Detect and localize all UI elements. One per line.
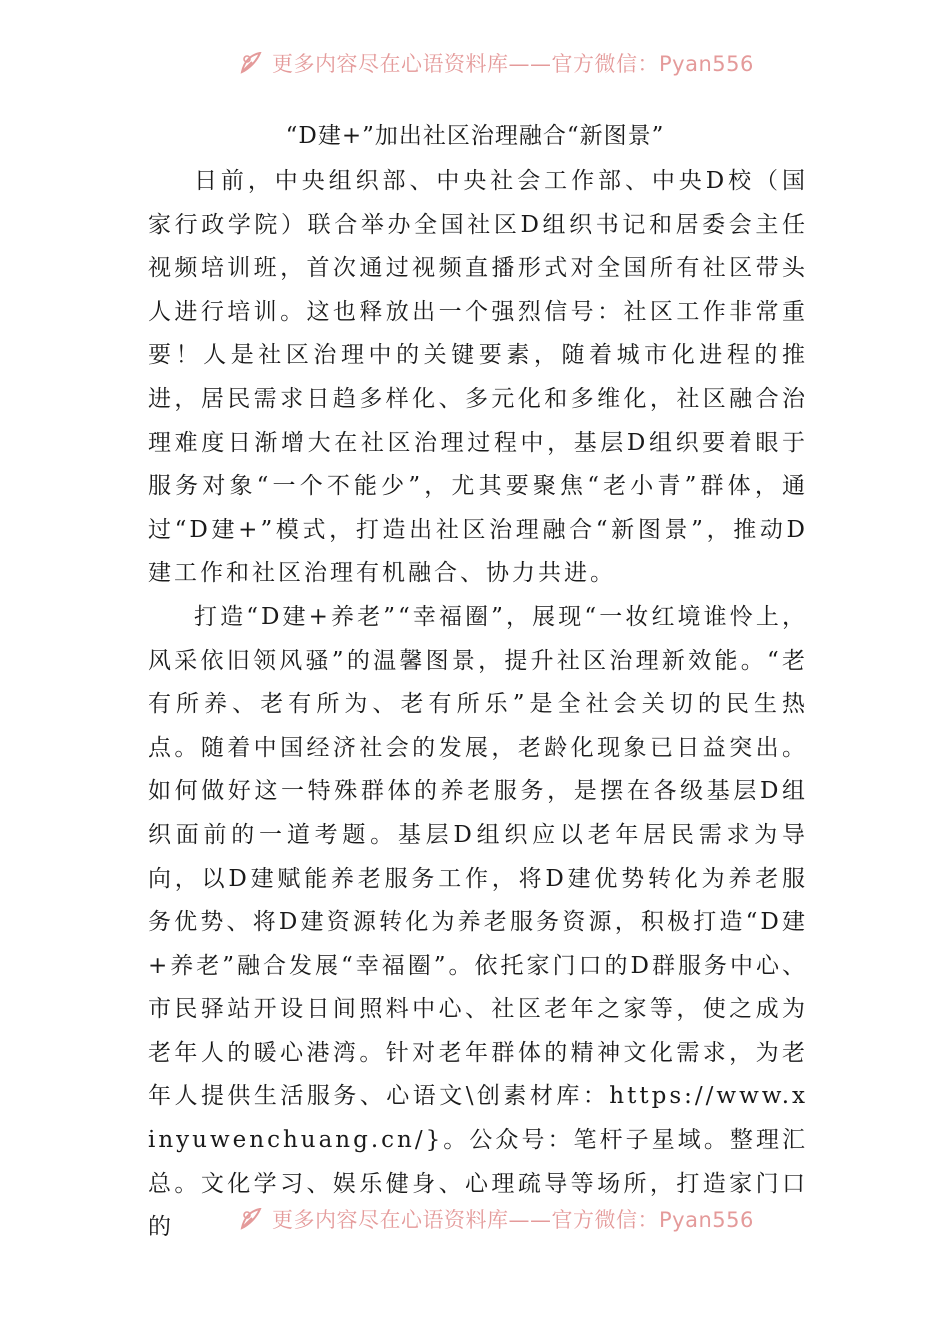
watermark-text: 更多内容尽在心语资料库——官方微信：Pyan556 — [272, 1208, 754, 1232]
feather-logo-icon — [238, 52, 264, 76]
watermark-footer — [0, 1208, 950, 1238]
feather-logo-icon — [238, 1208, 264, 1232]
watermark-header — [0, 52, 950, 82]
article-title: “D建+”加出社区治理融合“新图景” — [285, 123, 665, 149]
article-body — [148, 160, 808, 1250]
article-paragraph-1: 日前，中央组织部、中央社会工作部、中央D校（国家行政学院）联合举办全国社区D组织书记和居委会主任视频培训班，首次通过视频直播形式对全国所有社区带头人进行培训。这也释放出一个强烈信号：社区工作非常重要！人是社区治理中的关键要素，随着城市化进程的推进，居民需求日趋多样化、多元化和多维化，社区融合治理难度日渐增大在社区治理过程中，基层D组织要着眼于服务对象“一个不能少”，尤其要聚焦“老小青”群体，通过“D建+”模式，打造出社区治理融合“新图景”，推动D建工作和社区治理有机融合、协力共进。 — [148, 168, 808, 587]
article-paragraph-2: 打造“D建+养老”“幸福圈”，展现“一妆红境谁怜上，风采依旧领风骚”的温馨图景，提升社区治理新效能。“老有所养、老有所为、老有所乐”是全社会关切的民生热点。随着中国经济社会的发展，老龄化现象已日益突出。如何做好这一特殊群体的养老服务，是摆在各级基层D组织面前的一道考题。基层D组织应以老年居民需求为导向，以D建赋能养老服务工作，将D建优势转化为养老服务优势、将D建资源转化为养老服务资源，积极打造“D建+养老”融合发展“幸福圈”。依托家门口的D群服务中心、市民驿站开设日间照料中心、社区老年之家等，使之成为老年人的暖心港湾。针对老年群体的精神文化需求，为老年人提供生活服务、心语文\创素材库：https://www.xinyuwenchuang.cn/}。公众号：笔杆子星域。整理汇总。文化学习、娱乐健身、心理疏导等场所，打造家门口的 — [148, 603, 808, 1241]
watermark-text: 更多内容尽在心语资料库——官方微信：Pyan556 — [272, 52, 754, 76]
